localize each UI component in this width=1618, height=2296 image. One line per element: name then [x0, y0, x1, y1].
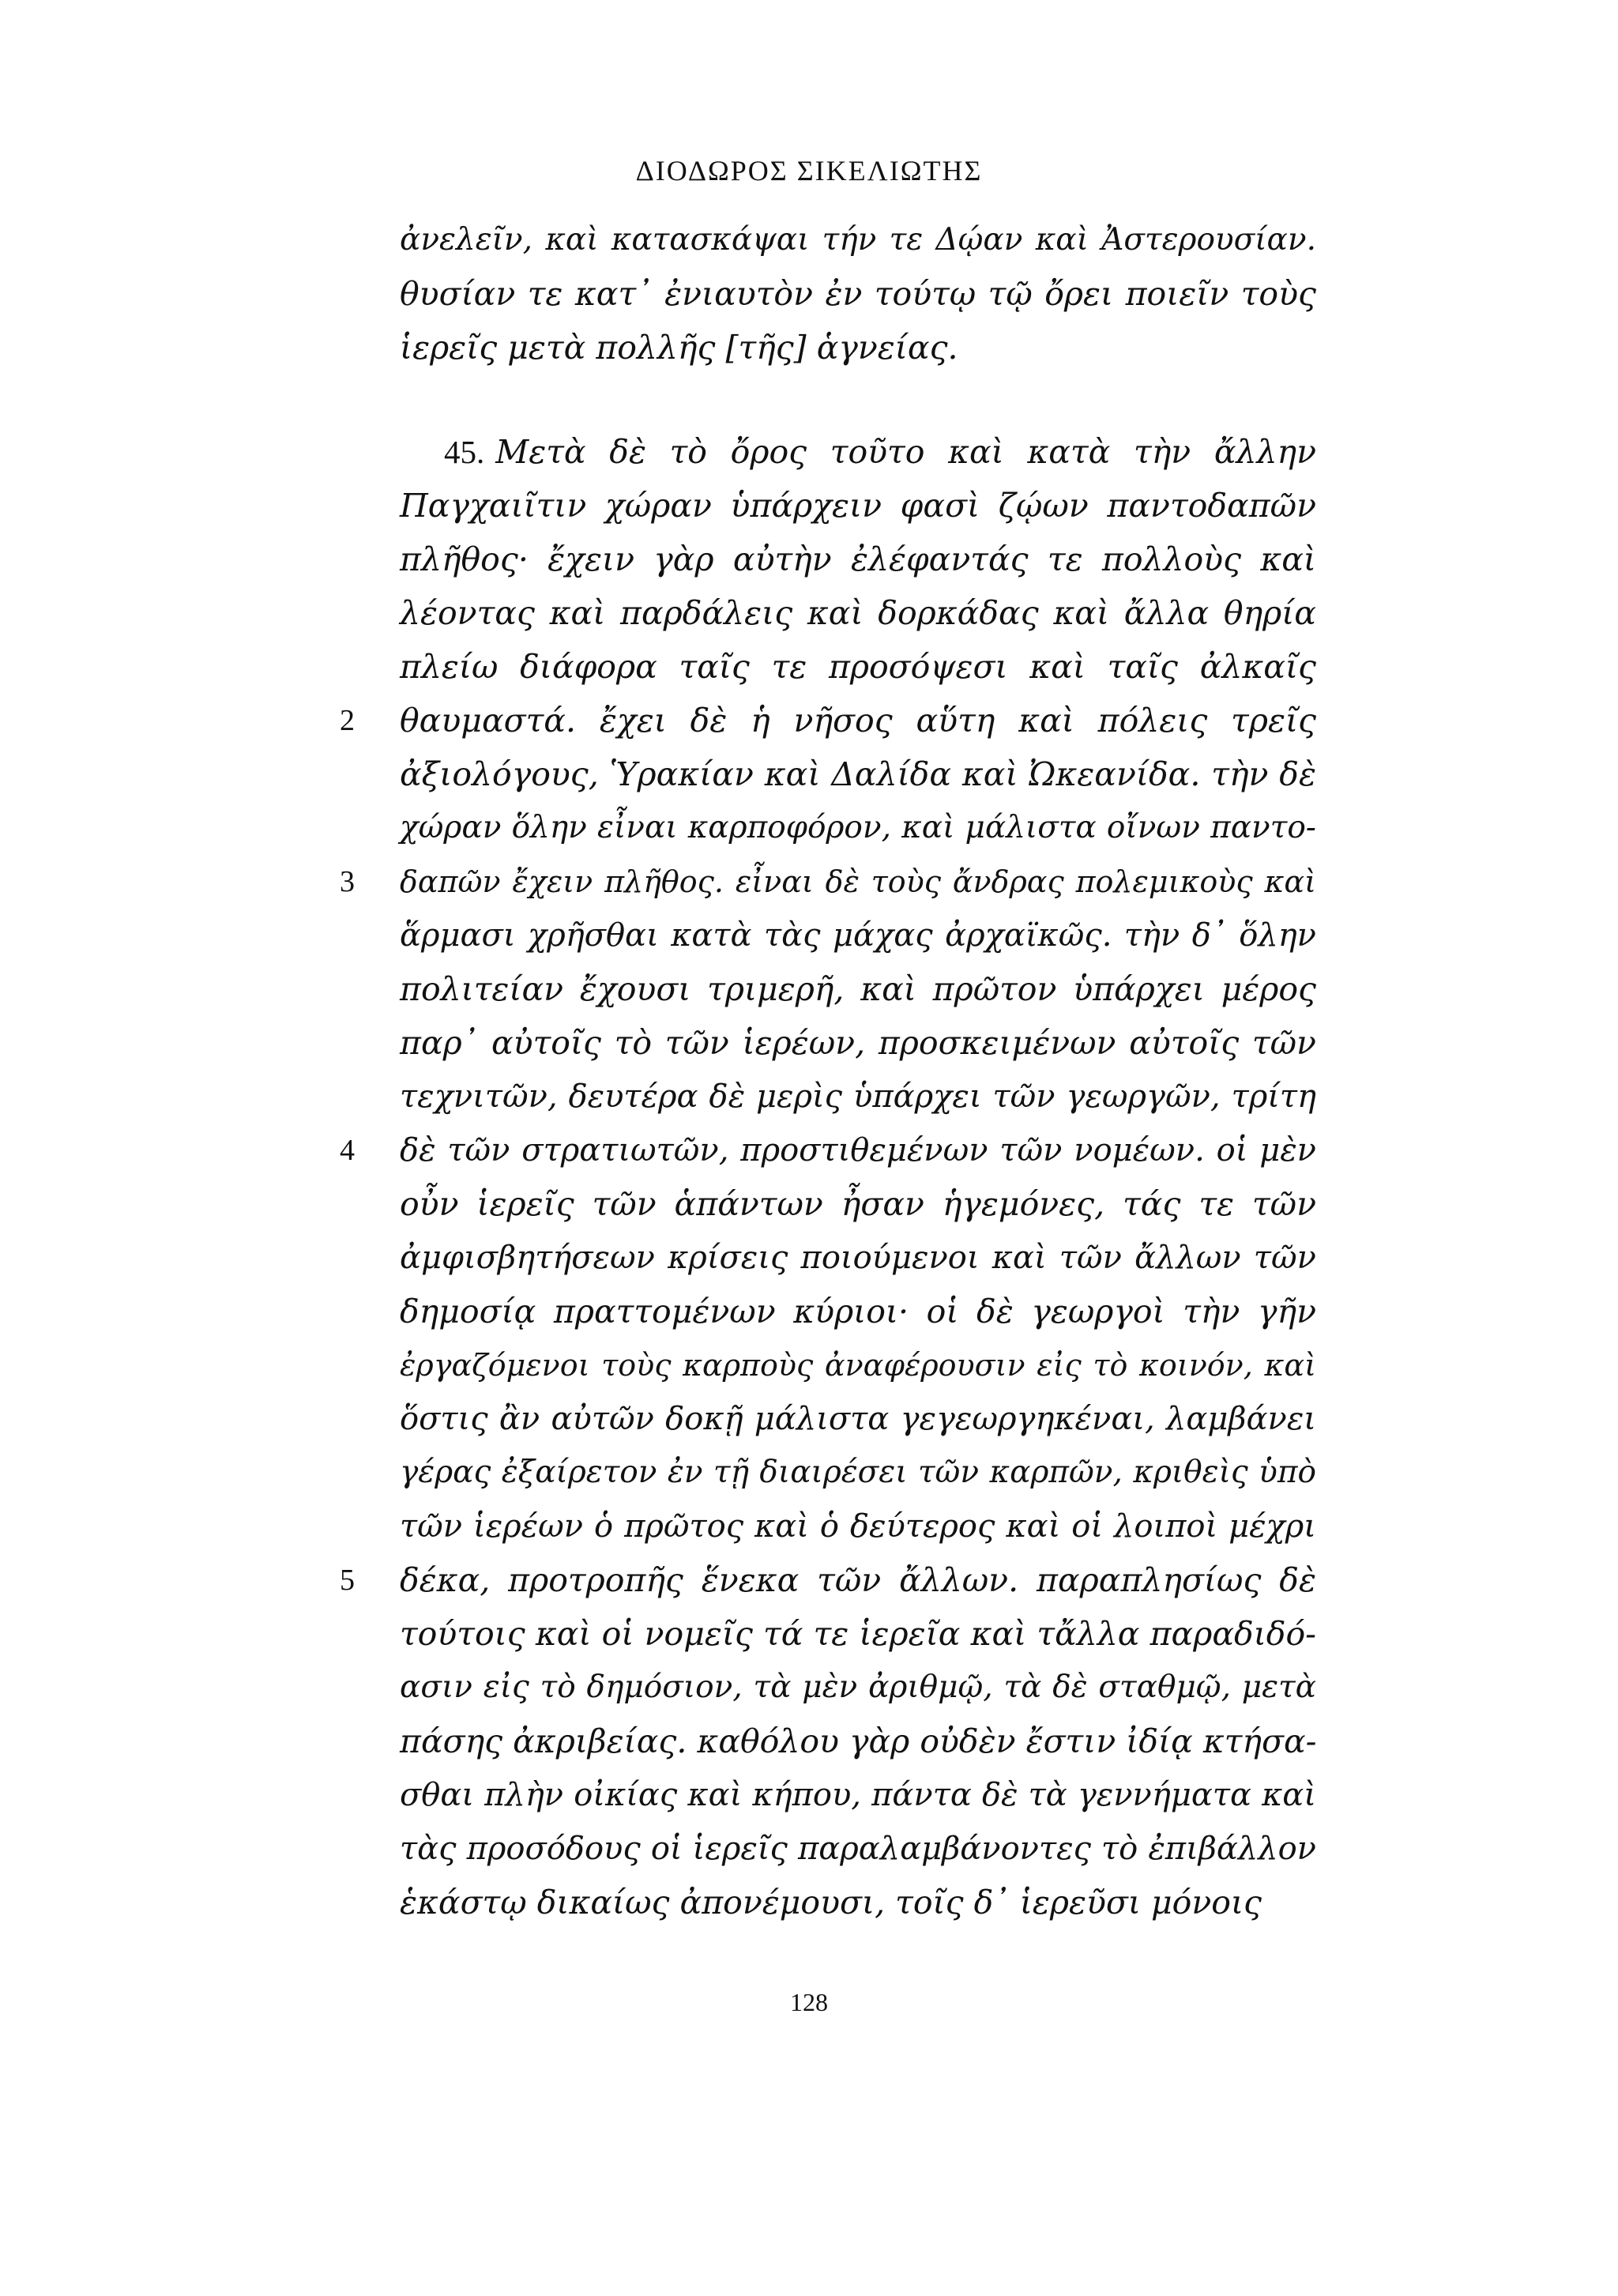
running-header: ΔΙΟΔΩΡΟΣ ΣΙΚΕΛΙΩΤΗΣ	[635, 155, 983, 186]
text-line	[400, 1822, 1316, 1876]
text-line	[400, 1177, 1316, 1231]
text-line-content: ὅστις ἂν αὐτῶν δοκῇ μάλιστα γεγεωργηκέναι, λαμβάνει	[400, 1401, 1316, 1437]
text-line	[400, 586, 1316, 640]
text-line	[400, 1500, 1316, 1553]
text-line-content: τούτοις καὶ οἱ νομεῖς τά τε ἱερεῖα καὶ τἄλλα παραδιδό-	[400, 1615, 1316, 1653]
text-line-content: οὖν ἱερεῖς τῶν ἁπάντων ἦσαν ἡγεμόνες, τάς τε τῶν	[400, 1185, 1316, 1223]
text-line-content: πάσης ἀκριβείας. καθόλου γὰρ οὐδὲν ἔστιν ἰδίᾳ κτήσα-	[400, 1722, 1317, 1760]
text-line-content: σθαι πλὴν οἰκίας καὶ κήπου, πάντα δὲ τὰ γεννήματα καὶ	[400, 1777, 1316, 1813]
section-45-paragraph	[340, 479, 1317, 1929]
text-line-content: λέοντας καὶ παρδάλεις καὶ δορκάδας καὶ ἄλλα θηρία	[400, 594, 1316, 632]
text-line	[400, 1661, 1316, 1714]
text-line	[400, 1392, 1316, 1446]
text-line-content: δέκα, προτροπῆς ἕνεκα τῶν ἄλλων. παραπλησίως δὲ	[400, 1561, 1316, 1599]
greek-text-body	[340, 213, 1317, 1929]
text-line-content: ἑκάστῳ δικαίως ἀπονέμουσι, τοῖς δ᾿ ἱερεῦσι μόνοις	[400, 1884, 1262, 1921]
text-line	[340, 694, 1316, 747]
text-line-content: πλείω διάφορα ταῖς τε προσόψεσι καὶ ταῖς ἀλκαῖς	[400, 648, 1316, 686]
text-line-content: ασιν εἰς τὸ δημόσιον, τὰ μὲν ἀριθμῷ, τὰ δὲ σταθμῷ, μετὰ	[400, 1669, 1316, 1705]
section-first-line	[400, 425, 1316, 479]
text-line-content: πλῆθος· ἔχειν γὰρ αὐτὴν ἐλέφαντάς τε πολλοὺς καὶ	[400, 540, 1316, 578]
text-line-content: θαυμαστά. ἔχει δὲ ἡ νῆσος αὕτη καὶ πόλεις τρεῖς	[400, 702, 1316, 740]
text-line-content: δαπῶν ἔχειν πλῆθος. εἶναι δὲ τοὺς ἄνδρας πολεμικοὺς καὶ	[400, 864, 1316, 899]
text-line	[400, 1285, 1316, 1338]
text-line-content: δὲ τῶν στρατιωτῶν, προστιθεμένων τῶν νομέων. οἱ μὲν	[400, 1132, 1316, 1169]
text-line	[400, 747, 1316, 801]
text-line	[400, 640, 1316, 694]
text-line-content: γέρας ἐξαίρετον ἐν τῇ διαιρέσει τῶν καρπῶν, κριθεὶς ὑπὸ	[400, 1455, 1316, 1490]
text-line-content: ἐργαζόμενοι τοὺς καρποὺς ἀναφέρουσιν εἰς τὸ κοινόν, καὶ	[400, 1348, 1316, 1383]
text-line	[400, 1714, 1316, 1768]
text-line	[400, 479, 1316, 533]
text-line	[400, 1446, 1316, 1500]
subsection-number: 2	[340, 704, 355, 737]
text-line-content: τῶν ἱερέων ὁ πρῶτος καὶ ὁ δεύτερος καὶ οἱ λοιποὶ μέχρι	[400, 1508, 1316, 1545]
text-line: θυσίαν τε κατ᾿ ἐνιαυτὸν ἐν τούτῳ τῷ ὄρει ποιεῖν τοὺς	[400, 275, 1316, 313]
text-line: ἱερεῖς μετὰ πολλῆς [τῆς] ἁγνείας.	[400, 329, 958, 367]
text-line	[400, 1016, 1316, 1070]
text-line-content: δημοσίᾳ πραττομένων κύριοι· οἱ δὲ γεωργοὶ τὴν γῆν	[400, 1293, 1316, 1331]
text-line	[400, 801, 1316, 855]
text-line	[400, 1768, 1316, 1822]
text-line	[400, 1338, 1316, 1392]
text-line: ἀνελεῖν, καὶ κατασκάψαι τήν τε Δῴαν καὶ Ἀστερουσίαν.	[400, 222, 1316, 258]
text-line	[340, 855, 1316, 909]
section-number: 45.	[444, 434, 485, 470]
text-line-content: παρ᾿ αὐτοῖς τὸ τῶν ἱερέων, προσκειμένων αὐτοῖς τῶν	[400, 1024, 1316, 1062]
text-line	[400, 1607, 1316, 1661]
page-number: 128	[790, 1988, 828, 2016]
paragraph-gap	[400, 375, 1316, 425]
text-line	[400, 533, 1316, 586]
text-line-content: τεχνιτῶν, δευτέρα δὲ μερὶς ὑπάρχει τῶν γεωργῶν, τρίτη	[400, 1078, 1316, 1115]
text-line-content: ἅρμασι χρῆσθαι κατὰ τὰς μάχας ἀρχαϊκῶς. τὴν δ᾿ ὅλην	[400, 917, 1316, 954]
text-line-content: ἀμφισβητήσεων κρίσεις ποιούμενοι καὶ τῶν ἄλλων τῶν	[400, 1240, 1316, 1276]
text-line	[340, 1553, 1316, 1607]
text-line	[400, 1070, 1316, 1124]
text-line-content: τὰς προσόδους οἱ ἱερεῖς παραλαμβάνοντες τὸ ἐπιβάλλον	[400, 1831, 1316, 1867]
text-line	[400, 1876, 1316, 1929]
text-line	[400, 1231, 1316, 1285]
subsection-number: 3	[340, 865, 355, 898]
text-line-content: ἀξιολόγους, Ὑρακίαν καὶ Δαλίδα καὶ Ὠκεανίδα. τὴν δὲ	[400, 755, 1316, 793]
text-line-content: πολιτείαν ἔχουσι τριμερῆ, καὶ πρῶτον ὑπάρχει μέρος	[400, 970, 1316, 1008]
text-line-content: χώραν ὅλην εἶναι καρποφόρον, καὶ μάλιστα οἴνων παντο-	[400, 810, 1316, 845]
preceding-paragraph	[400, 213, 1316, 375]
section-first-line-text: Μετὰ δὲ τὸ ὄρος τοῦτο καὶ κατὰ τὴν ἄλλην	[495, 433, 1316, 471]
text-line	[400, 909, 1316, 962]
text-line	[400, 962, 1316, 1016]
text-line-content: Παγχαιῖτιν χώραν ὑπάρχειν φασὶ ζῴων παντοδαπῶν	[400, 487, 1316, 525]
text-line	[340, 1124, 1316, 1177]
subsection-number: 4	[340, 1134, 355, 1167]
subsection-number: 5	[340, 1564, 355, 1597]
